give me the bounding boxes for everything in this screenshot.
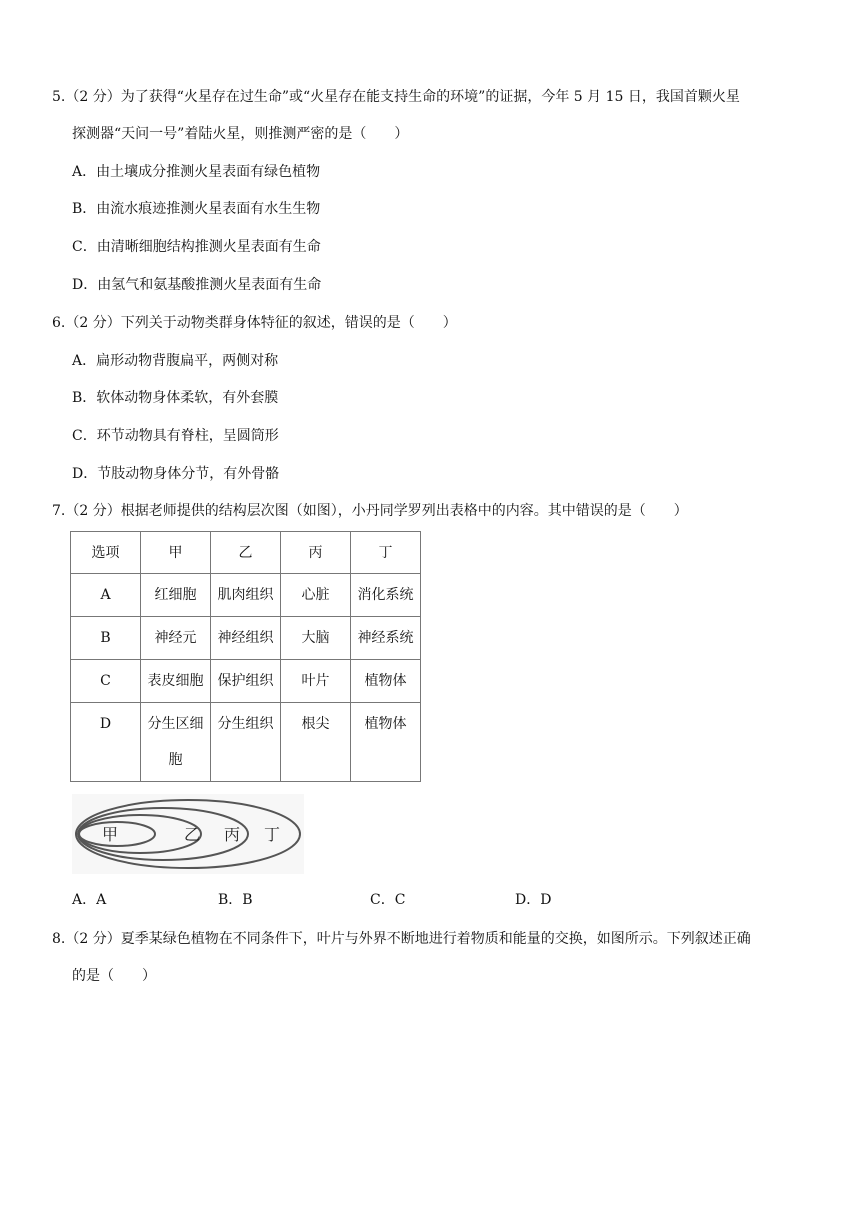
table-row <box>71 617 421 660</box>
table-row <box>71 703 421 782</box>
table-cell-wrap: 胞 <box>168 752 183 768</box>
table-cell: 红细胞 <box>141 574 211 617</box>
label-yi: 乙 <box>184 825 201 844</box>
q5-stem-line1: 5.（2 分）为了获得“火星存在过生命”或“火星存在能支持生命的环境”的证据，今年 5 月 15 日，我国首颗火星 <box>52 89 740 105</box>
label-ding: 丁 <box>264 825 281 844</box>
table-cell: 大脑 <box>281 617 351 660</box>
table-cell: 根尖 <box>281 703 351 782</box>
q7-answer-a: A．A <box>72 892 107 908</box>
table-cell: C <box>71 660 141 703</box>
q5-option-a: A．由土壤成分推测火星表面有绿色植物 <box>72 164 321 180</box>
table-header-cell: 丁 <box>351 532 421 574</box>
label-jia: 甲 <box>102 825 119 844</box>
table-cell: 分生组织 <box>211 703 281 782</box>
table-cell: 神经元 <box>141 617 211 660</box>
table-row <box>71 660 421 703</box>
table-cell: 神经系统 <box>351 617 421 660</box>
table-row <box>71 574 421 617</box>
q8-stem-line2: 的是（ ） <box>72 968 156 984</box>
table-cell: 叶片 <box>281 660 351 703</box>
q7-table <box>70 531 421 782</box>
q8-stem-line1: 8.（2 分）夏季某绿色植物在不同条件下，叶片与外界不断地进行着物质和能量的交换，如图所示。下列叙述正确 <box>52 931 751 947</box>
table-header-cell: 甲 <box>141 532 211 574</box>
q5-option-d: D．由氢气和氨基酸推测火星表面有生命 <box>72 277 322 293</box>
structure-hierarchy-diagram <box>72 794 304 874</box>
q7-answer-b: B．B <box>218 892 253 908</box>
table-cell: 心脏 <box>281 574 351 617</box>
q6-option-a: A．扁形动物背腹扁平，两侧对称 <box>72 353 279 369</box>
q6-option-b: B．软体动物身体柔软，有外套膜 <box>72 390 279 406</box>
table-cell: 神经组织 <box>211 617 281 660</box>
table-cell: A <box>71 574 141 617</box>
q7-answer-c: C．C <box>370 892 406 908</box>
table-cell: B <box>71 617 141 660</box>
table-cell: D <box>71 703 141 782</box>
q7-answer-d: D．D <box>515 892 552 908</box>
table-cell: 植物体 <box>351 660 421 703</box>
q5-stem-line2: 探测器“天问一号”着陆火星，则推测严密的是（ ） <box>72 126 409 142</box>
q5-option-b: B．由流水痕迹推测火星表面有水生生物 <box>72 201 321 217</box>
table-header-row <box>71 532 421 574</box>
table-cell: 植物体 <box>351 703 421 782</box>
table-header-cell: 乙 <box>211 532 281 574</box>
q7-stem: 7.（2 分）根据老师提供的结构层次图（如图），小丹同学罗列出表格中的内容。其中错误的是（ ） <box>52 503 688 519</box>
table-cell: 肌肉组织 <box>211 574 281 617</box>
q6-option-d: D．节肢动物身体分节，有外骨骼 <box>72 466 280 482</box>
table-cell: 表皮细胞 <box>141 660 211 703</box>
table-cell: 分生区细 胞 <box>141 703 211 782</box>
table-cell: 保护组织 <box>211 660 281 703</box>
table-header-cell: 丙 <box>281 532 351 574</box>
label-bing: 丙 <box>224 825 241 844</box>
table-cell: 消化系统 <box>351 574 421 617</box>
table-header-cell: 选项 <box>71 532 141 574</box>
q6-stem: 6.（2 分）下列关于动物类群身体特征的叙述，错误的是（ ） <box>52 315 457 331</box>
q5-option-c: C．由清晰细胞结构推测火星表面有生命 <box>72 239 321 255</box>
q6-option-c: C．环节动物具有脊柱，呈圆筒形 <box>72 428 279 444</box>
